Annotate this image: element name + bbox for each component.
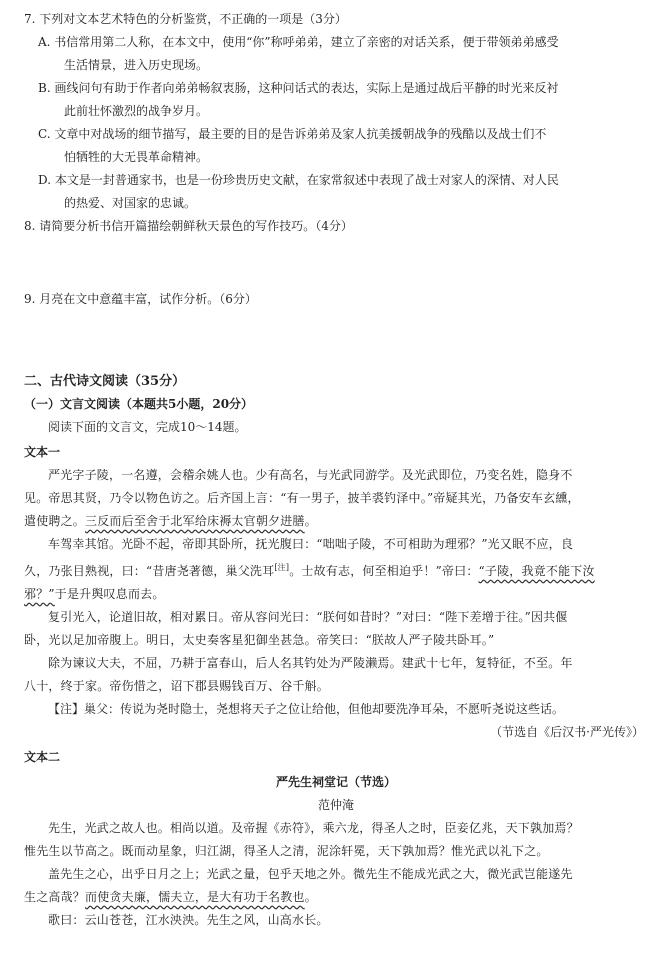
text1-p2-line1: 车驾幸其馆。光卧不起，帝即其卧所，抚光腹曰：“咄咄子陵，不可相助为理邪？”光又眠不应，良 — [48, 537, 574, 551]
text2-p3: 歌曰：云山苍苍，江水泱泱。先生之风，山高水长。 — [48, 913, 329, 927]
text1-p2-line2 — [24, 556, 648, 583]
text1-p2-part2: 。士故有志，何至相迫乎！”帝曰： — [289, 564, 479, 578]
text2-p2-end: 。 — [304, 890, 317, 904]
text1-p1-lead: 遣使聘之。 — [24, 514, 86, 528]
text2-title: 严先生祠堂记（节选） — [275, 775, 396, 789]
text1-label: 文本一 — [24, 445, 61, 459]
option-d-line2: 的热爱、对国家的忠诚。 — [64, 196, 197, 210]
text2-p2-line1: 盖先生之心，出乎日月之上；光武之量，包乎天地之外。微先生不能成光武之大，微光武岂能遂先 — [48, 867, 573, 881]
text1-p4-line2: 八十，终于家。帝伤惜之，诏下郡县赐钱百万、谷千斛。 — [24, 679, 330, 693]
text1-p1-line1: 严光字子陵，一名遵，会稽余姚人也。少有高名，与光武同游学。及光武即位，乃变名姓，隐身不 — [48, 468, 573, 482]
option-c-line2: 怕牺牲的大无畏革命精神。 — [64, 150, 209, 164]
text1-p3-line1: 复引光入，论道旧故，相对累日。帝从容问光曰：“朕何如昔时？”对曰：“陛下差增于往。”因共偃 — [48, 610, 568, 624]
reading-instruction: 阅读下面的文言文，完成10～14题。 — [48, 420, 247, 434]
text1-source: （节选自《后汉书·严光传》） — [490, 725, 644, 739]
text1-note: 【注】巢父：传说为尧时隐士，尧想将天子之位让给他，但他却要洗净耳朵，不愿听尧说这些话。 — [48, 702, 565, 716]
option-b-line1: B. 画线问句有助于作者向弟弟畅叙衷肠，这种问话式的表达，实际上是通过战后平静的时光来反衬 — [38, 81, 559, 95]
text1-p4-line1: 除为谏议大夫，不屈，乃耕于富春山，后人名其钓处为严陵濑焉。建武十七年，复特征，不至。年 — [48, 656, 573, 670]
text2-label: 文本二 — [24, 750, 61, 764]
option-b-line2: 此前壮怀激烈的战争岁月。 — [64, 104, 209, 118]
question-8: 8. 请简要分析书信开篇描绘朝鲜秋天景色的写作技巧。（4分） — [24, 219, 353, 233]
text2-p2-lead: 生之高哉？ — [24, 890, 86, 904]
answer-space-9 — [24, 311, 648, 366]
option-a-line2: 生活情景，进入历史现场。 — [64, 58, 209, 72]
option-c-line1: C. 文章中对战场的细节描写，最主要的目的是告诉弟弟及家人抗美援朝战争的残酷以及战士们不 — [38, 127, 547, 141]
underlined-sentence-2b: 邪？” — [24, 587, 55, 601]
option-d-line1: D. 本文是一封普通家书，也是一份珍贵历史文献，在家常叙述中表现了战士对家人的深情、对人民 — [38, 173, 559, 187]
note-marker: [注] — [274, 563, 290, 572]
question-7-stem: 7. 下列对文本艺术特色的分析鉴赏，不正确的一项是（3分） — [24, 12, 347, 26]
text2-p1-line1: 先生，光武之故人也。相尚以道。及帝握《赤符》，乘六龙，得圣人之时，臣妾亿兆，天下孰加焉？ — [48, 821, 579, 835]
answer-space-8 — [24, 238, 648, 288]
text1-p1-line2: 见。帝思其贤，乃令以物色访之。后齐国上言：“有一男子，披羊裘钓泽中。”帝疑其光，乃备安车玄纁， — [24, 491, 580, 505]
underlined-sentence-2a: “子陵，我竟不能下汝 — [478, 564, 595, 578]
text2-p2-line2 — [24, 886, 648, 909]
text1-p1-line3 — [24, 510, 648, 533]
underlined-sentence-1: 三反而后至舍于北军给床褥太官朝夕进膳 — [85, 514, 305, 528]
text1-p2-end: 于是升舆叹息而去。 — [54, 587, 165, 601]
text1-p3-line2: 卧，光以足加帝腹上。明日，太史奏客星犯御坐甚急。帝笑曰：“朕故人严子陵共卧耳。” — [24, 633, 495, 647]
text1-p2-part1: 久，乃张目熟视，曰：“昔唐尧著德，巢父洗耳 — [24, 564, 275, 578]
text1-p1-end: 。 — [304, 514, 317, 528]
section-heading: 二、古代诗文阅读（35分） — [24, 374, 186, 389]
option-a-line1: A. 书信常用第二人称，在本文中，使用“你”称呼弟弟，建立了亲密的对话关系，便于带领弟弟感受 — [38, 35, 559, 49]
text2-author: 范仲淹 — [317, 798, 354, 812]
text1-p2-line3 — [24, 583, 648, 606]
subsection-heading: （一）文言文阅读（本题共5小题，20分） — [24, 397, 254, 411]
underlined-sentence-3: 而使贪夫廉，懦夫立，是大有功于名教也 — [85, 890, 305, 904]
question-9: 9. 月亮在文中意蕴丰富，试作分析。（6分） — [24, 292, 257, 306]
text2-p1-line2: 惟先生以节高之。既而动星象，归江湖，得圣人之清，泥涂轩冕，天下孰加焉？惟光武以礼下之。 — [24, 844, 549, 858]
